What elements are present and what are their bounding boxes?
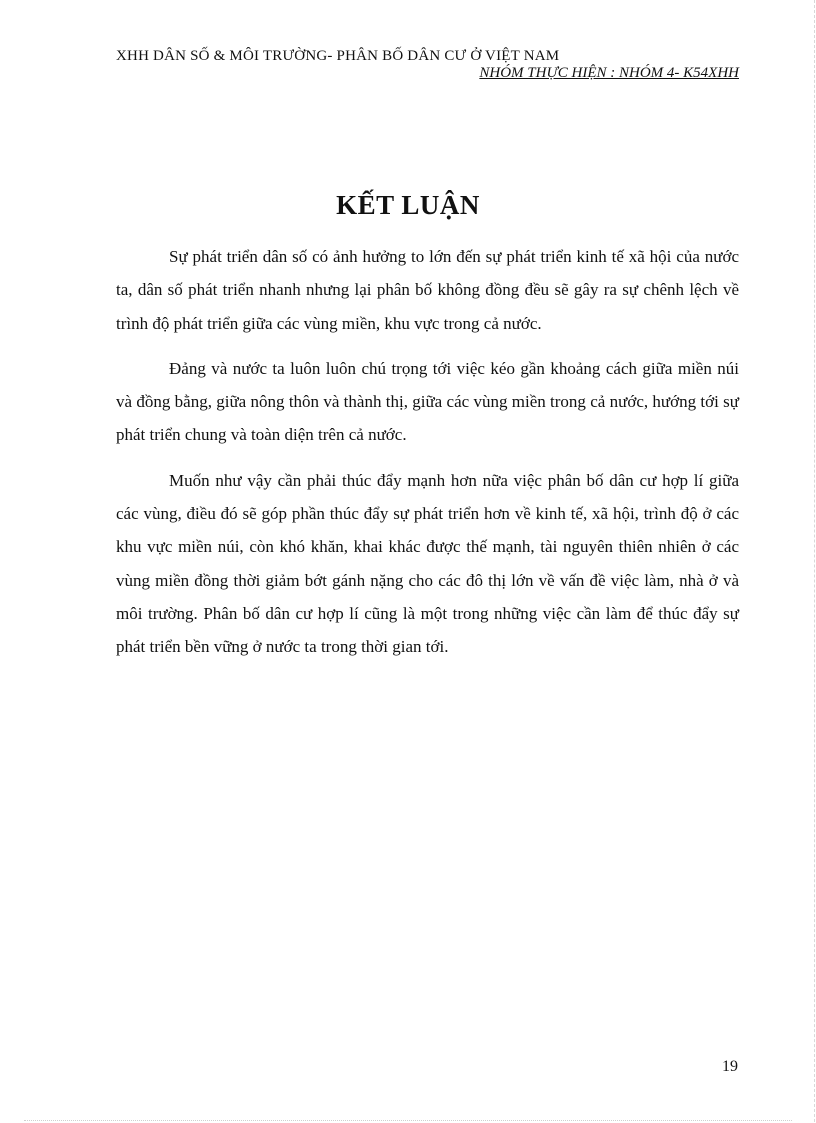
paragraph-3: Muốn như vậy cần phải thúc đẩy mạnh hơn nữa việc phân bố dân cư hợp lí giữa các vùng, điều đó sẽ góp phần thúc đẩy sự phát triển hơn về kinh tế, xã hội, trình độ ở các khu vực miền núi, còn khó khăn, khai khác được thế mạnh, tài nguyên thiên nhiên ở các vùng miền đồng thời giảm bớt gánh nặng cho các đô thị lớn về vấn đề việc làm, nhà ở và môi trường. Phân bố dân cư hợp lí cũng là một trong những việc cần làm để thúc đẩy sự phát triển bền vững ở nước ta trong thời gian tới.	[116, 470, 739, 657]
running-header-title: XHH DÂN SỐ & MÔI TRƯỜNG- PHÂN BỐ DÂN CƯ Ở VIỆT NAM	[116, 48, 560, 64]
page-bottom-divider	[24, 1120, 792, 1121]
paragraph-2: Đảng và nước ta luôn luôn chú trọng tới việc kéo gần khoảng cách giữa miền núi và đồng bằng, giữa nông thôn và thành thị, giữa các vùng miền trong cả nước, hướng tới sự phát triển chung và toàn diện trên cả nước.	[116, 358, 739, 445]
conclusion-body	[116, 240, 739, 676]
page-title: KẾT LUẬN	[336, 190, 480, 220]
running-header-group: NHÓM THỰC HIỆN : NHÓM 4- K54XHH	[479, 65, 739, 81]
paragraph-1: Sự phát triển dân số có ảnh hưởng to lớn đến sự phát triển kinh tế xã hội của nước ta, dân số phát triển nhanh nhưng lại phân bố không đồng đều sẽ gây ra sự chênh lệch về trình độ phát triển giữa các vùng miền, khu vực trong cả nước.	[116, 247, 739, 333]
page-number: 19	[722, 1058, 738, 1075]
